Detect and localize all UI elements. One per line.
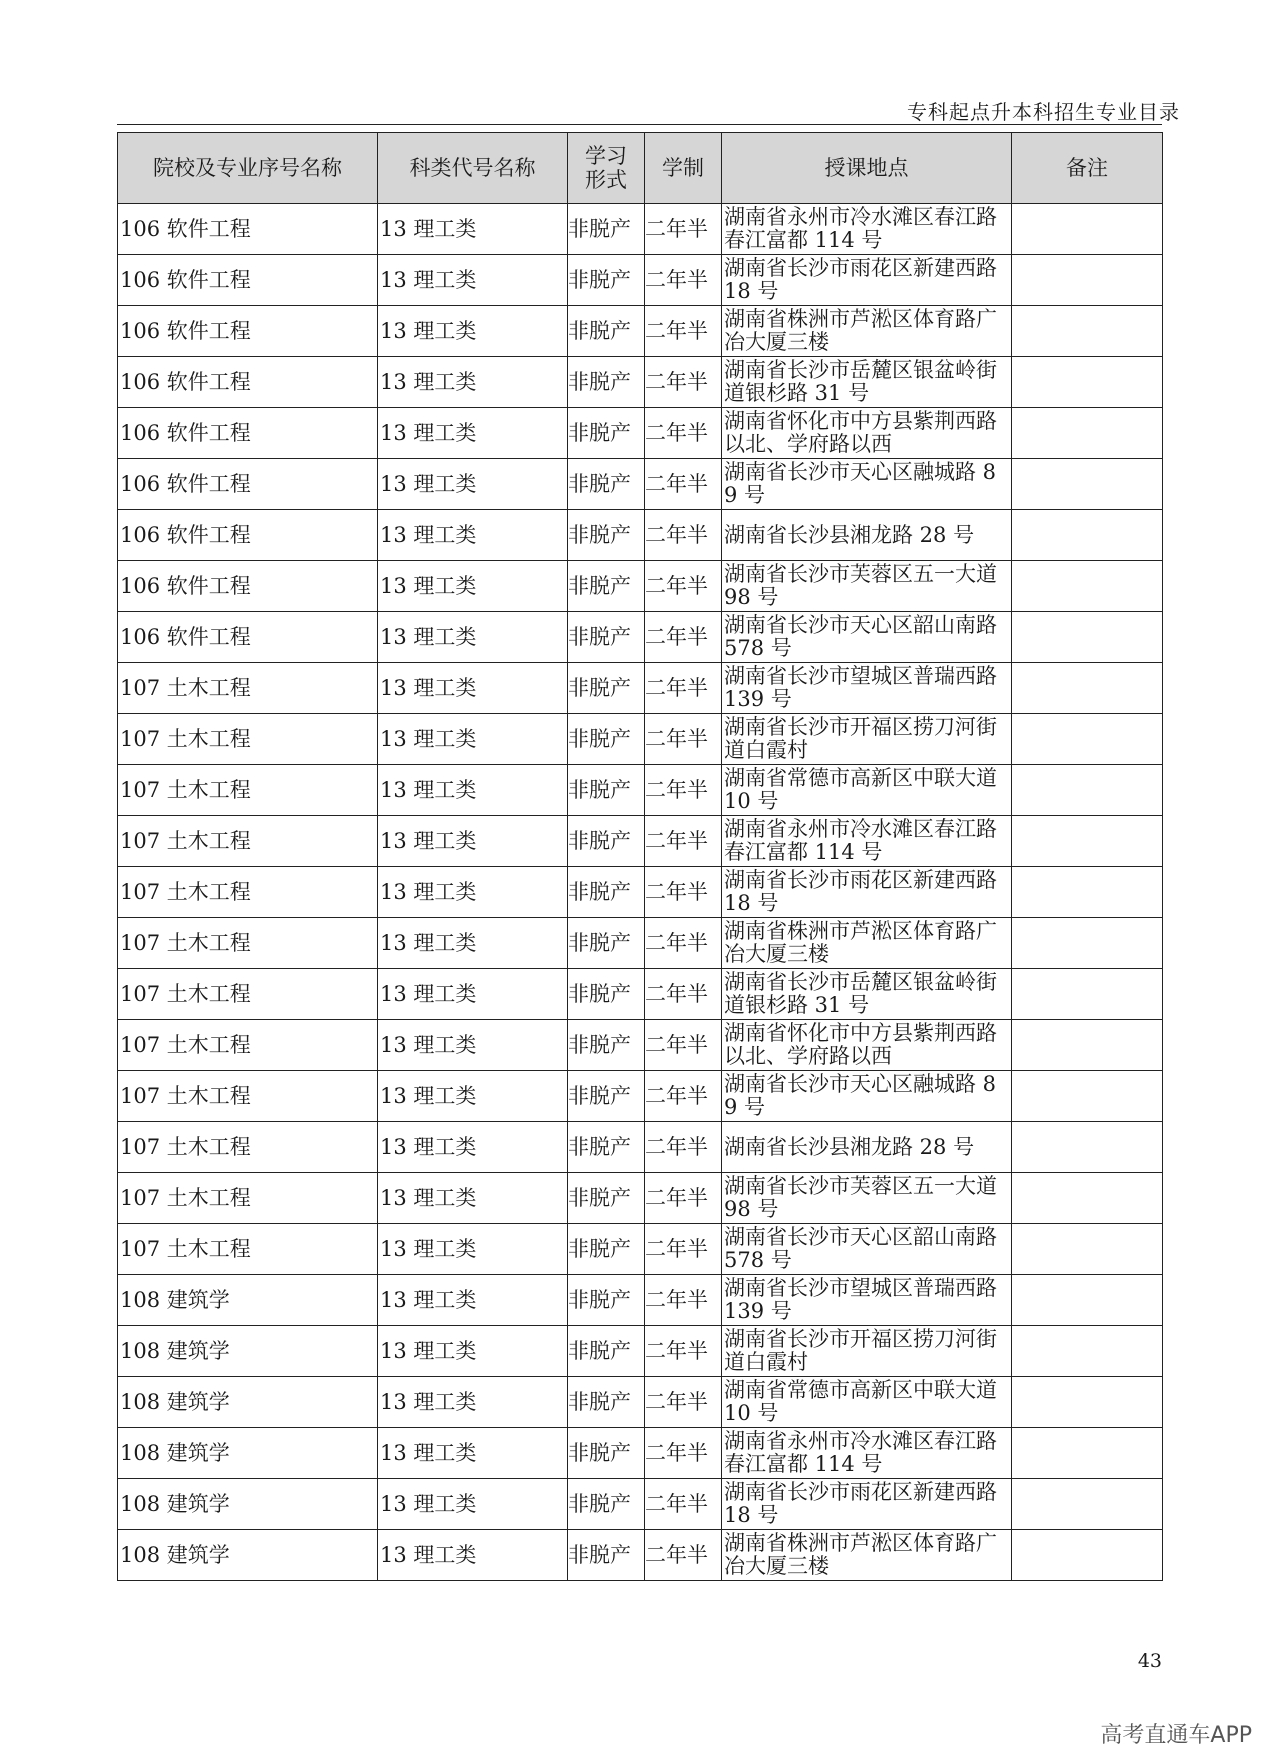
cell-location: 湖南省株洲市芦淞区体育路广冶大厦三楼	[722, 918, 1012, 969]
table-row	[118, 204, 1163, 255]
cell-duration: 二年半	[645, 306, 722, 357]
cell-major: 106 软件工程	[118, 510, 378, 561]
cell-major: 107 土木工程	[118, 1173, 378, 1224]
header-major: 院校及专业序号名称	[118, 133, 378, 204]
cell-major: 107 土木工程	[118, 1020, 378, 1071]
cell-remarks	[1012, 663, 1163, 714]
cell-category: 13 理工类	[378, 357, 568, 408]
cell-location: 湖南省永州市冷水滩区春江路春江富都 114 号	[722, 1428, 1012, 1479]
cell-study-form: 非脱产	[568, 1071, 645, 1122]
table-row	[118, 1224, 1163, 1275]
cell-remarks	[1012, 204, 1163, 255]
table-row	[118, 1428, 1163, 1479]
cell-duration: 二年半	[645, 1224, 722, 1275]
cell-remarks	[1012, 357, 1163, 408]
cell-category: 13 理工类	[378, 1020, 568, 1071]
cell-duration: 二年半	[645, 663, 722, 714]
cell-remarks	[1012, 255, 1163, 306]
cell-duration: 二年半	[645, 1479, 722, 1530]
cell-study-form: 非脱产	[568, 510, 645, 561]
header-remarks: 备注	[1012, 133, 1163, 204]
cell-duration: 二年半	[645, 765, 722, 816]
cell-location: 湖南省长沙市岳麓区银盆岭街道银杉路 31 号	[722, 357, 1012, 408]
running-header: 专科起点升本科招生专业目录	[907, 100, 1180, 124]
cell-major: 106 软件工程	[118, 357, 378, 408]
cell-remarks	[1012, 1530, 1163, 1581]
cell-duration: 二年半	[645, 1428, 722, 1479]
cell-category: 13 理工类	[378, 918, 568, 969]
cell-study-form: 非脱产	[568, 1326, 645, 1377]
cell-remarks	[1012, 714, 1163, 765]
cell-location: 湖南省长沙市天心区韶山南路 578 号	[722, 612, 1012, 663]
table-row	[118, 306, 1163, 357]
cell-category: 13 理工类	[378, 1377, 568, 1428]
table-row	[118, 255, 1163, 306]
cell-category: 13 理工类	[378, 765, 568, 816]
cell-category: 13 理工类	[378, 663, 568, 714]
cell-category: 13 理工类	[378, 1275, 568, 1326]
cell-major: 106 软件工程	[118, 255, 378, 306]
cell-study-form: 非脱产	[568, 357, 645, 408]
cell-location: 湖南省怀化市中方县紫荆西路以北、学府路以西	[722, 1020, 1012, 1071]
table-row	[118, 1479, 1163, 1530]
cell-study-form: 非脱产	[568, 1479, 645, 1530]
cell-remarks	[1012, 459, 1163, 510]
cell-study-form: 非脱产	[568, 408, 645, 459]
cell-study-form: 非脱产	[568, 918, 645, 969]
cell-duration: 二年半	[645, 1377, 722, 1428]
cell-category: 13 理工类	[378, 510, 568, 561]
cell-location: 湖南省长沙市望城区普瑞西路 139 号	[722, 1275, 1012, 1326]
cell-category: 13 理工类	[378, 714, 568, 765]
cell-remarks	[1012, 1122, 1163, 1173]
table-row	[118, 510, 1163, 561]
cell-remarks	[1012, 306, 1163, 357]
table-row	[118, 1020, 1163, 1071]
cell-study-form: 非脱产	[568, 612, 645, 663]
cell-major: 108 建筑学	[118, 1326, 378, 1377]
cell-remarks	[1012, 816, 1163, 867]
cell-remarks	[1012, 612, 1163, 663]
cell-category: 13 理工类	[378, 408, 568, 459]
cell-category: 13 理工类	[378, 255, 568, 306]
cell-duration: 二年半	[645, 1071, 722, 1122]
cell-location: 湖南省永州市冷水滩区春江路春江富都 114 号	[722, 816, 1012, 867]
cell-remarks	[1012, 867, 1163, 918]
cell-category: 13 理工类	[378, 612, 568, 663]
cell-major: 106 软件工程	[118, 459, 378, 510]
cell-location: 湖南省长沙市雨花区新建西路 18 号	[722, 867, 1012, 918]
cell-major: 108 建筑学	[118, 1275, 378, 1326]
cell-category: 13 理工类	[378, 204, 568, 255]
cell-major: 106 软件工程	[118, 561, 378, 612]
table-row	[118, 867, 1163, 918]
cell-category: 13 理工类	[378, 306, 568, 357]
cell-study-form: 非脱产	[568, 714, 645, 765]
table-body	[118, 204, 1163, 1581]
cell-duration: 二年半	[645, 612, 722, 663]
cell-study-form: 非脱产	[568, 765, 645, 816]
cell-remarks	[1012, 918, 1163, 969]
cell-duration: 二年半	[645, 1326, 722, 1377]
cell-study-form: 非脱产	[568, 204, 645, 255]
cell-duration: 二年半	[645, 459, 722, 510]
cell-location: 湖南省常德市高新区中联大道 10 号	[722, 1377, 1012, 1428]
cell-location: 湖南省长沙市开福区捞刀河街道白霞村	[722, 1326, 1012, 1377]
cell-major: 107 土木工程	[118, 663, 378, 714]
cell-remarks	[1012, 1173, 1163, 1224]
cell-category: 13 理工类	[378, 1071, 568, 1122]
cell-location: 湖南省长沙市开福区捞刀河街道白霞村	[722, 714, 1012, 765]
cell-category: 13 理工类	[378, 867, 568, 918]
cell-study-form: 非脱产	[568, 1530, 645, 1581]
cell-remarks	[1012, 1020, 1163, 1071]
cell-study-form: 非脱产	[568, 1224, 645, 1275]
cell-major: 106 软件工程	[118, 408, 378, 459]
cell-location: 湖南省长沙市天心区融城路 89 号	[722, 1071, 1012, 1122]
cell-major: 107 土木工程	[118, 765, 378, 816]
cell-study-form: 非脱产	[568, 1275, 645, 1326]
table-row	[118, 1173, 1163, 1224]
cell-major: 106 软件工程	[118, 612, 378, 663]
table-row	[118, 612, 1163, 663]
cell-study-form: 非脱产	[568, 1020, 645, 1071]
cell-category: 13 理工类	[378, 561, 568, 612]
cell-study-form: 非脱产	[568, 306, 645, 357]
cell-remarks	[1012, 1224, 1163, 1275]
cell-major: 107 土木工程	[118, 1071, 378, 1122]
cell-remarks	[1012, 408, 1163, 459]
table-row	[118, 459, 1163, 510]
table-row	[118, 969, 1163, 1020]
cell-category: 13 理工类	[378, 1530, 568, 1581]
cell-duration: 二年半	[645, 255, 722, 306]
cell-duration: 二年半	[645, 816, 722, 867]
header-study-form: 学习 形式	[568, 133, 645, 204]
cell-study-form: 非脱产	[568, 459, 645, 510]
cell-remarks	[1012, 1428, 1163, 1479]
table-row	[118, 1071, 1163, 1122]
major-catalog-table	[117, 132, 1163, 1581]
cell-location: 湖南省长沙市岳麓区银盆岭街道银杉路 31 号	[722, 969, 1012, 1020]
cell-duration: 二年半	[645, 714, 722, 765]
cell-study-form: 非脱产	[568, 663, 645, 714]
cell-major: 106 软件工程	[118, 306, 378, 357]
cell-duration: 二年半	[645, 1530, 722, 1581]
table-row	[118, 816, 1163, 867]
cell-location: 湖南省永州市冷水滩区春江路春江富都 114 号	[722, 204, 1012, 255]
cell-study-form: 非脱产	[568, 561, 645, 612]
header-rule	[117, 124, 1162, 125]
table-row	[118, 1377, 1163, 1428]
table-row	[118, 663, 1163, 714]
cell-duration: 二年半	[645, 357, 722, 408]
cell-location: 湖南省长沙市芙蓉区五一大道 98 号	[722, 1173, 1012, 1224]
cell-category: 13 理工类	[378, 459, 568, 510]
cell-location: 湖南省长沙市望城区普瑞西路 139 号	[722, 663, 1012, 714]
cell-major: 108 建筑学	[118, 1377, 378, 1428]
cell-duration: 二年半	[645, 1275, 722, 1326]
header-location: 授课地点	[722, 133, 1012, 204]
cell-duration: 二年半	[645, 1173, 722, 1224]
cell-major: 107 土木工程	[118, 1224, 378, 1275]
cell-major: 107 土木工程	[118, 867, 378, 918]
table-row	[118, 561, 1163, 612]
cell-duration: 二年半	[645, 969, 722, 1020]
cell-location: 湖南省长沙市雨花区新建西路 18 号	[722, 255, 1012, 306]
cell-study-form: 非脱产	[568, 1122, 645, 1173]
table-row	[118, 408, 1163, 459]
table-row	[118, 918, 1163, 969]
cell-duration: 二年半	[645, 1020, 722, 1071]
cell-major: 107 土木工程	[118, 714, 378, 765]
cell-location: 湖南省长沙市雨花区新建西路 18 号	[722, 1479, 1012, 1530]
cell-duration: 二年半	[645, 408, 722, 459]
cell-category: 13 理工类	[378, 1428, 568, 1479]
cell-location: 湖南省常德市高新区中联大道 10 号	[722, 765, 1012, 816]
cell-remarks	[1012, 1326, 1163, 1377]
cell-location: 湖南省长沙市天心区融城路 89 号	[722, 459, 1012, 510]
cell-major: 106 软件工程	[118, 204, 378, 255]
cell-remarks	[1012, 1275, 1163, 1326]
cell-major: 107 土木工程	[118, 816, 378, 867]
cell-remarks	[1012, 1479, 1163, 1530]
cell-location: 湖南省株洲市芦淞区体育路广冶大厦三楼	[722, 1530, 1012, 1581]
table-row	[118, 714, 1163, 765]
cell-category: 13 理工类	[378, 1326, 568, 1377]
header-duration: 学制	[645, 133, 722, 204]
cell-study-form: 非脱产	[568, 255, 645, 306]
cell-category: 13 理工类	[378, 816, 568, 867]
cell-study-form: 非脱产	[568, 1173, 645, 1224]
table-row	[118, 1326, 1163, 1377]
cell-location: 湖南省长沙市芙蓉区五一大道 98 号	[722, 561, 1012, 612]
page-number: 43	[1137, 1650, 1162, 1672]
cell-study-form: 非脱产	[568, 969, 645, 1020]
cell-category: 13 理工类	[378, 1479, 568, 1530]
cell-study-form: 非脱产	[568, 816, 645, 867]
cell-study-form: 非脱产	[568, 1377, 645, 1428]
cell-remarks	[1012, 561, 1163, 612]
cell-study-form: 非脱产	[568, 867, 645, 918]
cell-location: 湖南省长沙市天心区韶山南路 578 号	[722, 1224, 1012, 1275]
cell-major: 108 建筑学	[118, 1530, 378, 1581]
cell-remarks	[1012, 969, 1163, 1020]
cell-duration: 二年半	[645, 204, 722, 255]
cell-duration: 二年半	[645, 510, 722, 561]
header-category: 科类代号名称	[378, 133, 568, 204]
cell-study-form: 非脱产	[568, 1428, 645, 1479]
cell-category: 13 理工类	[378, 969, 568, 1020]
table-row	[118, 357, 1163, 408]
cell-remarks	[1012, 765, 1163, 816]
cell-category: 13 理工类	[378, 1122, 568, 1173]
cell-remarks	[1012, 1377, 1163, 1428]
cell-location: 湖南省株洲市芦淞区体育路广冶大厦三楼	[722, 306, 1012, 357]
cell-duration: 二年半	[645, 561, 722, 612]
cell-major: 108 建筑学	[118, 1428, 378, 1479]
cell-location: 湖南省长沙县湘龙路 28 号	[722, 510, 1012, 561]
cell-duration: 二年半	[645, 918, 722, 969]
table-row	[118, 1122, 1163, 1173]
cell-remarks	[1012, 1071, 1163, 1122]
table-header-row	[118, 133, 1163, 204]
cell-duration: 二年半	[645, 1122, 722, 1173]
cell-major: 107 土木工程	[118, 1122, 378, 1173]
cell-category: 13 理工类	[378, 1173, 568, 1224]
cell-location: 湖南省长沙县湘龙路 28 号	[722, 1122, 1012, 1173]
cell-major: 108 建筑学	[118, 1479, 378, 1530]
table-row	[118, 1530, 1163, 1581]
table-row	[118, 1275, 1163, 1326]
cell-category: 13 理工类	[378, 1224, 568, 1275]
cell-major: 107 土木工程	[118, 969, 378, 1020]
watermark: 高考直通车APP	[1100, 1723, 1252, 1748]
table-row	[118, 765, 1163, 816]
cell-location: 湖南省怀化市中方县紫荆西路以北、学府路以西	[722, 408, 1012, 459]
cell-duration: 二年半	[645, 867, 722, 918]
cell-major: 107 土木工程	[118, 918, 378, 969]
cell-remarks	[1012, 510, 1163, 561]
